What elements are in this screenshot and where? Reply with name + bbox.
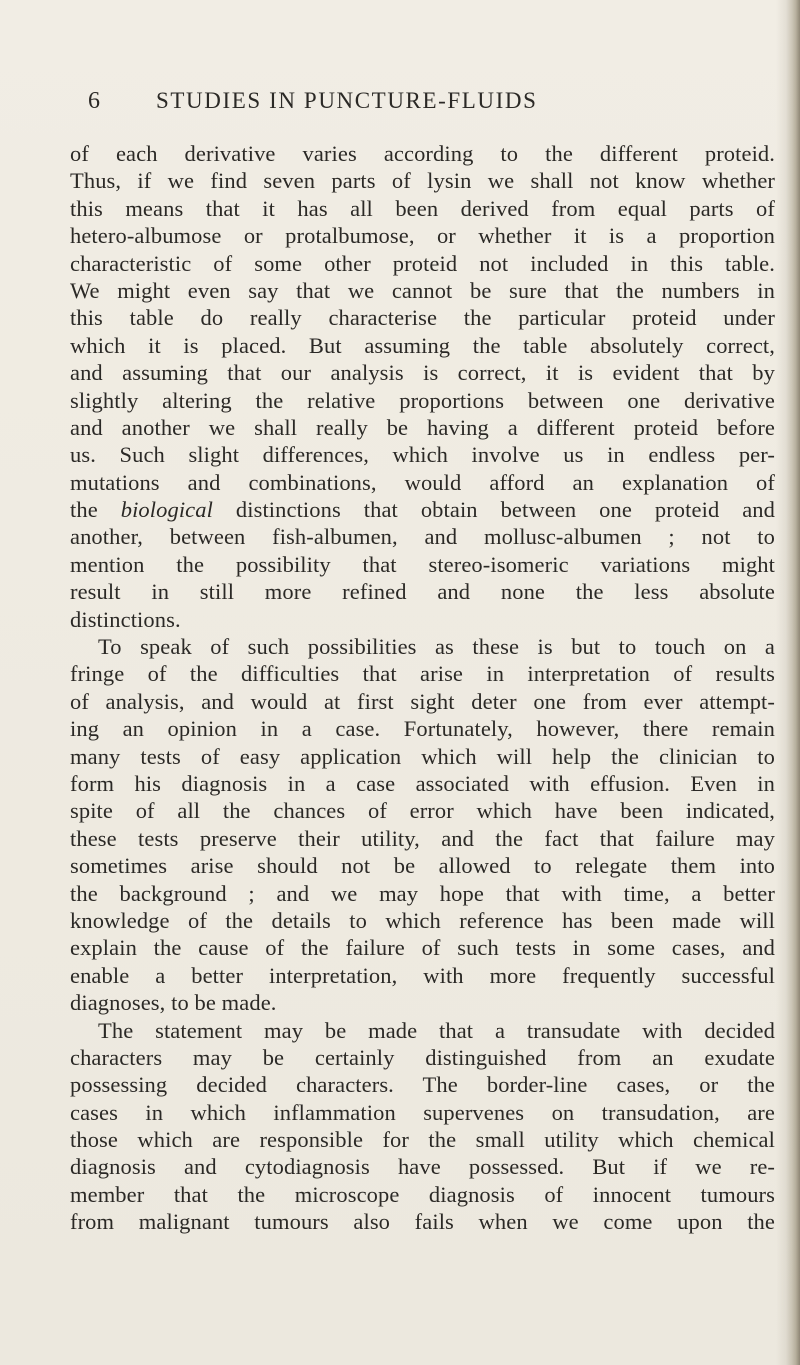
text-line: of analysis, and would at first sight deter one from ever attempt-	[70, 688, 775, 714]
text-line: slightly altering the relative proportions between one derivative	[70, 387, 775, 413]
text-line: enable a better interpretation, with more frequently successful	[70, 962, 775, 988]
text-line: these tests preserve their utility, and the fact that failure may	[70, 825, 775, 851]
text-line: from malignant tumours also fails when we come upon the	[70, 1209, 775, 1235]
text-line: this means that it has all been derived from equal parts of	[70, 195, 775, 221]
text-line: many tests of easy application which will help the clinician to	[70, 743, 775, 769]
text-line: To speak of such possibilities as these is but to touch on a	[98, 634, 775, 660]
text-line: another, between fish-albumen, and mollusc-albumen ; not to	[70, 524, 775, 550]
text-line: the background ; and we may hope that with time, a better	[70, 880, 775, 906]
page-header	[88, 88, 708, 118]
body-text	[70, 140, 775, 1236]
text-line: and assuming that our analysis is correct, it is evident that by	[70, 360, 775, 386]
text-line: explain the cause of the failure of such tests in some cases, and	[70, 935, 775, 961]
text-line: which it is placed. But assuming the table absolutely correct,	[70, 332, 775, 358]
running-head: STUDIES IN PUNCTURE-FLUIDS	[156, 88, 538, 113]
text-line: hetero-albumose or protalbumose, or whether it is a proportion	[70, 223, 775, 249]
text-line: spite of all the chances of error which have been indicated,	[70, 798, 775, 824]
text-line: The statement may be made that a transudate with decided	[98, 1017, 775, 1043]
text-line: possessing decided characters. The border-line cases, or the	[70, 1072, 775, 1098]
text-line: ing an opinion in a case. Fortunately, however, there remain	[70, 716, 775, 742]
text-line: member that the microscope diagnosis of innocent tumours	[70, 1181, 775, 1207]
text-line: sometimes arise should not be allowed to relegate them into	[70, 853, 775, 879]
text-line: mention the possibility that stereo-isomeric variations might	[70, 551, 775, 577]
text-line: characteristic of some other proteid not included in this table.	[70, 250, 775, 276]
text-line: of each derivative varies according to the different proteid.	[70, 141, 775, 166]
text-line: us. Such slight differences, which involve us in endless per-	[70, 442, 775, 468]
text-line: fringe of the difficulties that arise in interpretation of results	[70, 661, 775, 687]
page-number: 6	[88, 88, 101, 114]
text-line: form his diagnosis in a case associated with effusion. Even in	[70, 770, 775, 796]
text-line: Thus, if we find seven parts of lysin we shall not know whether	[70, 168, 775, 194]
text-line: diagnoses, to be made.	[70, 990, 277, 1016]
italic-term: biological	[120, 497, 213, 523]
text-line: mutations and combinations, would afford an explanation of	[70, 469, 775, 495]
text-line: characters may be certainly distinguished from an exudate	[70, 1044, 775, 1070]
text-line: cases in which inflammation supervenes on transudation, are	[70, 1099, 775, 1125]
text-line: We might even say that we cannot be sure that the numbers in	[70, 277, 775, 303]
text-line: result in still more refined and none the less absolute	[70, 579, 775, 605]
text-line: distinctions.	[70, 606, 181, 632]
text-line: knowledge of the details to which reference has been made will	[70, 907, 775, 933]
text-line: diagnosis and cytodiagnosis have possessed. But if we re-	[70, 1154, 775, 1180]
text-line: those which are responsible for the small utility which chemical	[70, 1127, 775, 1153]
text-line: this table do really characterise the particular proteid under	[70, 305, 775, 331]
page-edge-shadow	[786, 0, 800, 1365]
text-line: the biological distinctions that obtain between one proteid and	[70, 497, 775, 523]
text-line: and another we shall really be having a different proteid before	[70, 414, 775, 440]
